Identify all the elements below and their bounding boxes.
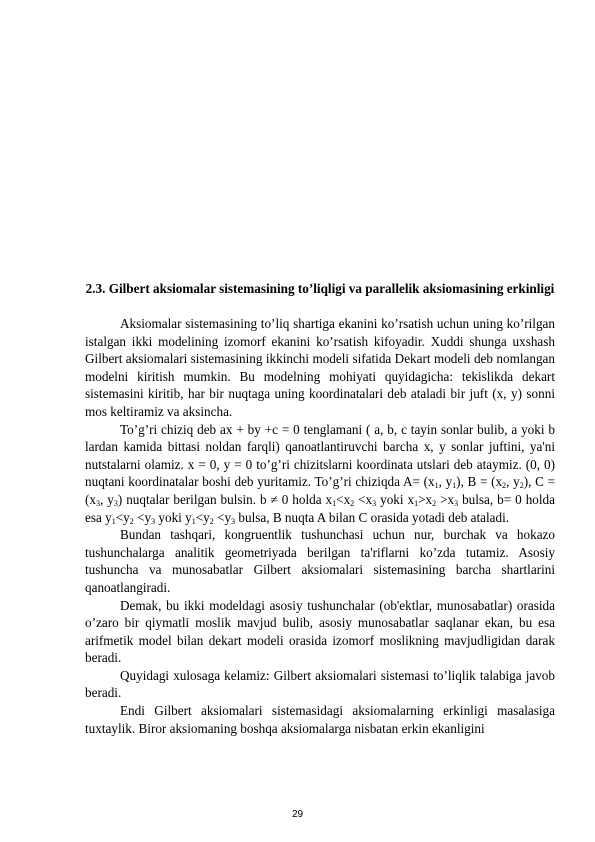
section-heading: 2.3. Gilbert aksiomalar sistemasining to’liqligi va parallelik aksiomasining erkinligi xyxy=(85,281,555,296)
paragraph-4: Demak, bu ikki modeldagi asosiy tushunchalar (ob'ektlar, munosabatlar) orasida o’zaro bir qiymatli moslik mavjud bulib, asosiy munosabatlar saqlanar ekan, bu esa arifmetik model bilan dekart modeli orasida izomorf moslikning mavjudligidan darak beradi. xyxy=(85,597,555,666)
paragraph-2: To’g’ri chiziq deb ax + by +c = 0 tenglamani ( a, b, c tayin sonlar bulib, a yoki b lardan kamida bittasi noldan farqli) qanoatlantiruvchi barcha x, y sonlar juftini, ya'ni nutstalarni olamiz. x = 0, y = 0 to’g’ri chizitslarni koordinata utslari deb ataymiz. (0, 0) nuqtani koordinatalar boshi deb yuritamiz. To’g’ri chiziqda $A= (x_1$, $y_1$), $B = (x_2$, $y_2$), $C = (x_3$, $y_3$) nuqtalar berilgan bulsin. b ≠ 0 holda $x_1<x_2 <x_3$ yoki $x_1>x_2 >x_3$ bulsa, b= 0 holda esa $y_1<y_2 <y_3$ yoki $y_1<y_2 <y_3$ bulsa, B nuqta A bilan C orasida yotadi deb ataladi. xyxy=(85,421,556,526)
paragraph-6: Endi Gilbert aksiomalari sistemasidagi aksiomalarning erkinligi masalasiga tuxtaylik. Biror aksiomaning boshqa aksiomalarga nisbatan erkin ekanligini xyxy=(85,703,555,736)
paragraph-5: Quyidagi xulosaga kelamiz: Gilbert aksiomalari sistemasi to’liqlik talabiga javob beradi. xyxy=(85,667,555,701)
body-text xyxy=(85,315,555,737)
page-number: 29 xyxy=(291,809,304,820)
paragraph-3: Bundan tashqari, kongruentlik tushunchasi uchun nur, burchak va hokazo tushunchalarga analitik geometriyada berilgan ta'riflarni ko’zda tutamiz. Asosiy tushuncha va munosabatlar Gilbert aksiomalari sistemasining barcha shartlarini qanoatlangiradi. xyxy=(85,527,555,595)
paragraph-1: Aksiomalar sistemasining to’liq shartiga ekanini ko’rsatish uchun uning ko’rilgan istalgan ikki modelining izomorf ekanini ko’rsatish kifoyadir. Xuddi shunga uxshash Gilbert aksiomalari sistemasining ikkinchi modeli sifatida Dekart modeli deb nomlangan modelni kiritish mumkin. Bu modelning mohiyati quyidagicha: tekislikda dekart sistemasini kiritib, har bir nuqtaga uning koordinatalari deb ataladi bir juft (x, y) sonni mos keltiramiz va aksincha. xyxy=(85,316,555,419)
